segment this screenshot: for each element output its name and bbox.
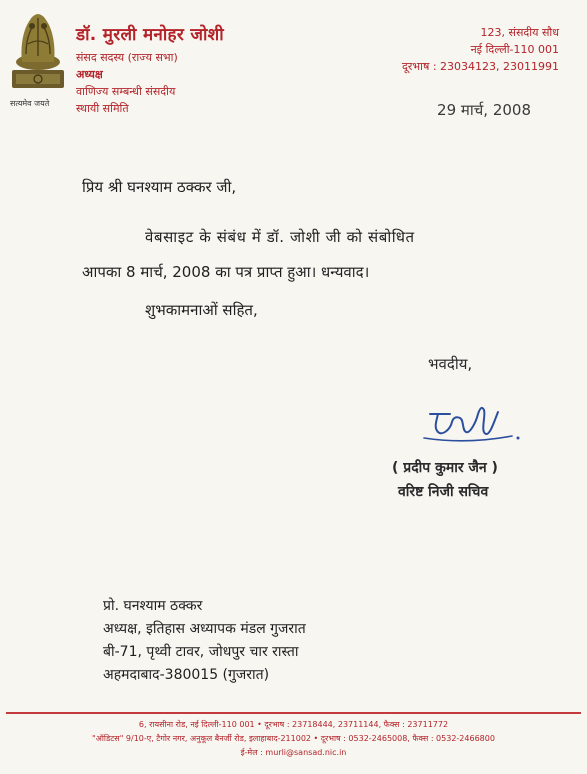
signer-name: ( प्रदीप कुमार जैन ) xyxy=(392,460,498,476)
footer-divider xyxy=(6,712,581,714)
footer-email: ई-मेल : murli@sansad.nic.in xyxy=(240,748,347,757)
sender-block xyxy=(76,22,224,117)
letter-paragraph-line2: आपका 8 मार्च, 2008 का पत्र प्राप्त हुआ। धन्यवाद। xyxy=(82,263,370,281)
sender-name: डॉ. मुरली मनोहर जोशी xyxy=(76,25,224,45)
address-line1: 123, संसदीय सौध xyxy=(480,26,559,39)
recipient-name: प्रो. घनश्याम ठक्कर xyxy=(103,598,203,614)
recipient-address xyxy=(103,595,306,687)
letter-closing: भवदीय, xyxy=(428,355,473,373)
address-phone: दूरभाष : 23034123, 23011991 xyxy=(402,60,559,73)
sender-committee-line2: स्थायी समिति xyxy=(76,102,129,115)
sender-designation: संसद सदस्य (राज्य सभा) xyxy=(76,51,178,64)
letter-regards: शुभकामनाओं सहित, xyxy=(145,301,258,319)
ashoka-emblem-icon xyxy=(8,4,68,94)
footer-delhi-address: 6, रायसीना रोड, नई दिल्ली-110 001 • दूरभाष : 23718444, 23711144, फैक्स : 23711772 xyxy=(138,720,449,729)
letterhead-footer xyxy=(0,718,587,760)
letter-date: 29 मार्च, 2008 xyxy=(437,101,531,119)
recipient-street: बी-71, पृथ्वी टावर, जोधपुर चार रास्ता xyxy=(103,644,299,660)
letter-salutation: प्रिय श्री घनश्याम ठक्कर जी, xyxy=(82,178,237,196)
emblem-motto: सत्यमेव जयते xyxy=(10,99,50,108)
signer-title: वरिष्ट निजी सचिव xyxy=(398,484,489,500)
handwritten-signature-icon xyxy=(420,402,530,450)
recipient-city: अहमदाबाद-380015 (गुजरात) xyxy=(103,667,270,683)
sender-address xyxy=(402,24,559,75)
sender-role: अध्यक्ष xyxy=(76,68,103,81)
sender-committee-line1: वाणिज्य सम्बन्धी संसदीय xyxy=(76,85,176,98)
recipient-designation: अध्यक्ष, इतिहास अध्यापक मंडल गुजरात xyxy=(103,621,306,637)
address-line2: नई दिल्ली-110 001 xyxy=(470,43,559,56)
letter-paragraph-line1: वेबसाइट के संबंध में डॉ. जोशी जी को संबोधित xyxy=(145,228,415,246)
footer-allahabad-address: "ऑडिटस" 9/10-ए, टैगोर नगर, अनुकूल बैनर्जी रोड, इलाहाबाद-211002 • दूरभाष : 0532-2465008, फैक्स : 0532-2466800 xyxy=(92,734,495,743)
